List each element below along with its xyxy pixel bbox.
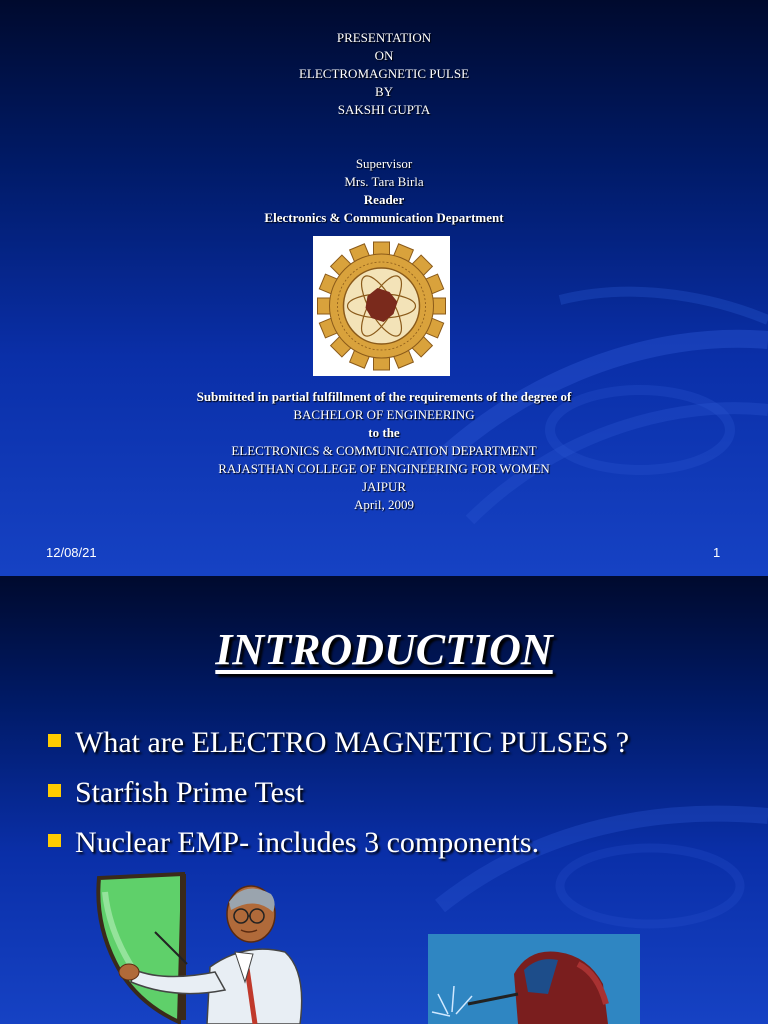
supervisor-department: Electronics & Communication Department bbox=[264, 210, 504, 225]
degree-name: BACHELOR OF ENGINEERING bbox=[293, 407, 475, 422]
list-item bbox=[48, 768, 629, 818]
submission-block bbox=[0, 388, 768, 514]
submission-line: Submitted in partial fulfillment of the requirements of the degree of bbox=[196, 389, 572, 404]
bullet-text: What are ELECTRO MAGNETIC PULSES ? bbox=[75, 726, 630, 759]
list-item bbox=[48, 818, 629, 868]
bullet-square-icon bbox=[48, 834, 61, 847]
supervisor-label: Supervisor bbox=[355, 156, 413, 171]
bullet-square-icon bbox=[48, 784, 61, 797]
college-name: RAJASTHAN COLLEGE OF ENGINEERING FOR WOMEN bbox=[218, 461, 550, 476]
bullet-text: Nuclear EMP- includes 3 components. bbox=[75, 826, 540, 859]
list-item bbox=[48, 718, 629, 768]
title-line: PRESENTATION bbox=[336, 30, 432, 45]
college-gear-logo bbox=[313, 236, 450, 376]
author-name: SAKSHI GUPTA bbox=[337, 102, 431, 117]
department-name: ELECTRONICS & COMMUNICATION DEPARTMENT bbox=[231, 443, 537, 458]
city-name: JAIPUR bbox=[361, 479, 407, 494]
to-the-label: to the bbox=[368, 425, 400, 440]
introduction-slide bbox=[0, 576, 768, 1024]
supervisor-block bbox=[0, 155, 768, 227]
slide-title: INTRODUCTION bbox=[215, 625, 553, 674]
footer-date: 12/08/21 bbox=[46, 545, 97, 560]
bullet-square-icon bbox=[48, 734, 61, 747]
title-line: ELECTROMAGNETIC PULSE bbox=[298, 66, 470, 81]
title-line: BY bbox=[374, 84, 394, 99]
submission-date: April, 2009 bbox=[354, 497, 414, 512]
teacher-pointing-board-icon bbox=[95, 872, 310, 1024]
supervisor-title: Reader bbox=[363, 192, 405, 207]
supervisor-name: Mrs. Tara Birla bbox=[344, 174, 424, 189]
presentation-title bbox=[0, 29, 768, 119]
slide-number: 1 bbox=[713, 545, 721, 560]
title-line: ON bbox=[374, 48, 394, 63]
bullet-text: Starfish Prime Test bbox=[75, 776, 304, 809]
welder-icon bbox=[428, 934, 640, 1024]
bullet-list bbox=[48, 718, 629, 868]
